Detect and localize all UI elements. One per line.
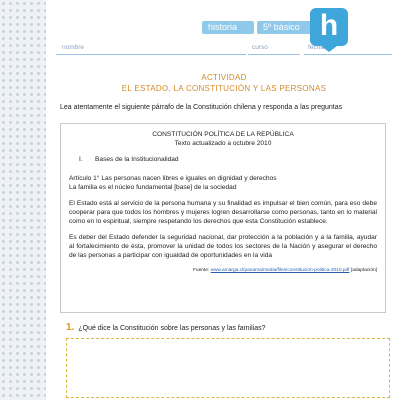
student-fields (56, 44, 392, 56)
question-text: ¿Qué dice la Constitución sobre las personas y las familias? (78, 325, 266, 332)
source-note: [adaptación] (350, 268, 377, 273)
brand-logo: h (310, 8, 348, 46)
header-tabs (202, 21, 311, 34)
course-line[interactable] (248, 54, 300, 55)
excerpt-title: CONSTITUCIÓN POLÍTICA DE LA REPÚBLICA (152, 131, 294, 138)
section-heading (69, 155, 377, 164)
excerpt-subtitle: Texto actualizado a octubre 2010 (174, 140, 272, 147)
question-number: 1. (66, 322, 75, 333)
section-title: Bases de la Institucionalidad (95, 156, 179, 163)
article-line-1: Artículo 1° Las personas nacen libres e iguales en dignidad y derechos (69, 175, 277, 182)
constitution-excerpt (60, 123, 386, 313)
grade-tab: 5º básico (257, 21, 311, 34)
name-label: nombre (62, 44, 85, 51)
date-line[interactable] (304, 54, 392, 55)
source-link[interactable]: www.amarga.cl/panama/media/files/constitucion-politica-2010.pdf (210, 268, 350, 273)
date-label: fecha (308, 44, 324, 51)
source-label: Fuente: (192, 268, 210, 273)
source-citation (69, 268, 377, 274)
dotted-margin (0, 0, 46, 400)
answer-area[interactable] (66, 338, 390, 398)
paragraph-1: El Estado está al servicio de la persona humana y su finalidad es impulsar el bien común, para eso debe cooperar para que todos los hombres y mujeres logren desarrollarse como personas, tanto en lo material como en lo espiritual, siempre respetando los derechos que esta Constitución establece. (69, 200, 377, 225)
activity-title-block (60, 72, 388, 94)
activity-label: ACTIVIDAD (201, 73, 247, 82)
activity-title: EL ESTADO, LA CONSTITUCIÓN Y LAS PERSONAS (121, 84, 327, 93)
question-1 (66, 322, 266, 333)
instructions: Lea atentamente el siguiente párrafo de la Constitución chilena y responda a las preguntas (60, 104, 343, 111)
course-label: curso (252, 44, 268, 51)
article-line-2: La familia es el núcleo fundamental [base] de la sociedad (69, 184, 237, 191)
paragraph-2: Es deber del Estado defender la seguridad nacional, dar protección a la población y a la familia, ayudar al fortalecimiento de ésta, promover la unidad de todos los sectores de la Nación y asegurar el derecho de las personas a participar con igualdad de oportunidades en la vida (69, 234, 377, 259)
name-line[interactable] (56, 54, 246, 55)
subject-tab: historia (202, 21, 254, 34)
section-number: I. (79, 156, 83, 163)
